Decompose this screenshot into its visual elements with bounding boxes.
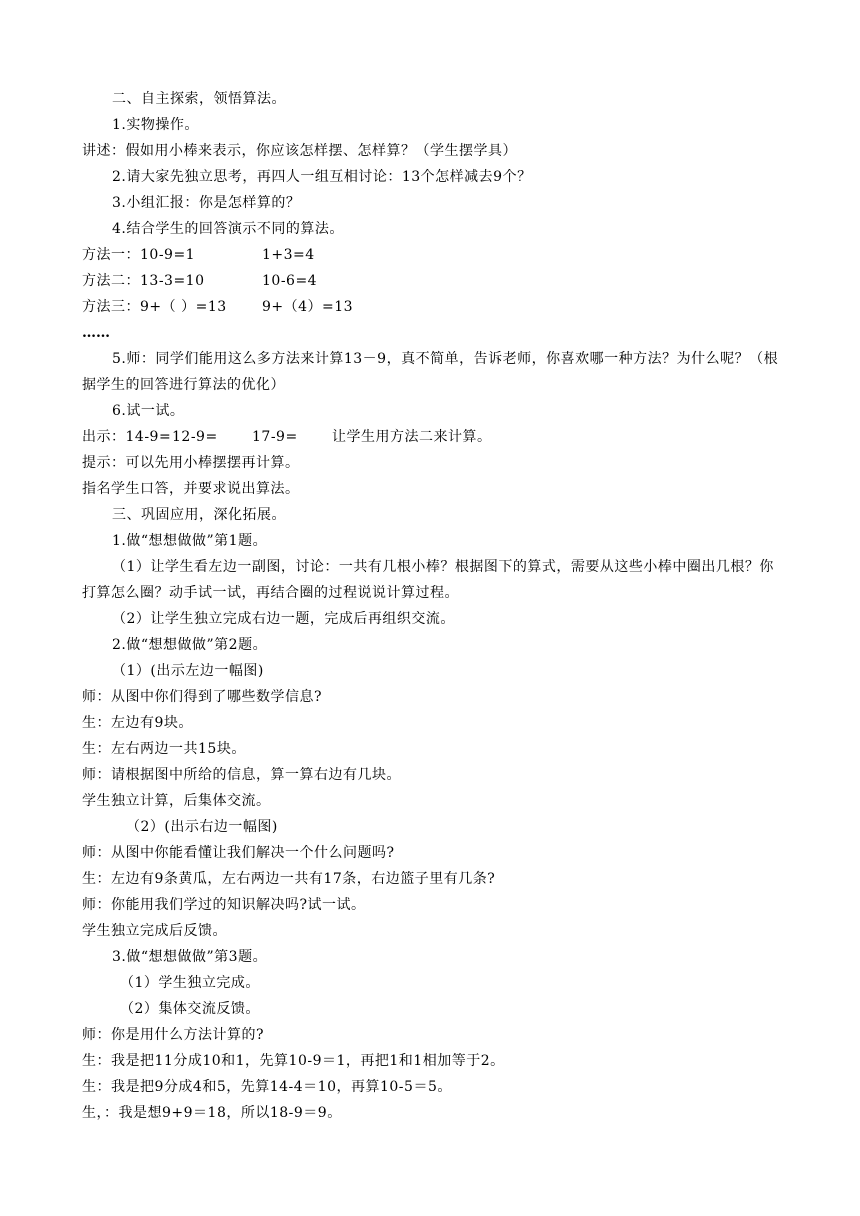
step-1: 1.实物操作。 xyxy=(112,117,199,133)
dialog-line: 生：左右两边一共15块。 xyxy=(82,741,246,757)
exercise-row xyxy=(82,424,782,450)
dialog-line: 学生独立完成后反馈。 xyxy=(82,923,227,939)
exercise-1-part-1-text: （1）让学生看左边一副图，讨论：一共有几根小棒？根据图下的算式，需要从这些小棒中圈出几根？你打算怎么圈？动手试一试，再结合圈的过程说说计算过程。 xyxy=(82,559,774,601)
exercise-3-item: （2）集体交流反馈。 xyxy=(120,1001,260,1017)
method-row-3 xyxy=(82,294,782,320)
dialog-line: 师：从图中你们得到了哪些数学信息? xyxy=(82,689,323,705)
exercise-3-item: （1）学生独立完成。 xyxy=(120,975,260,991)
dialog-line: 学生独立计算，后集体交流。 xyxy=(82,793,271,809)
dialog-line: 生：左边有9条黄瓜，左右两边一共有17条，右边篮子里有几条? xyxy=(82,871,496,887)
step-4: 4.结合学生的回答演示不同的算法。 xyxy=(112,221,344,237)
method-value: 1+3=4 xyxy=(262,247,315,263)
method-row-1 xyxy=(82,242,782,268)
ellipsis: …… xyxy=(82,325,110,341)
method-value: 10-6=4 xyxy=(262,273,318,289)
section-heading-2: 二、自主探索，领悟算法。 xyxy=(112,91,286,107)
narration: 讲述：假如用小棒来表示，你应该怎样摆、怎样算？（学生摆学具） xyxy=(82,143,517,159)
method-label: 方法一：10-9=1 xyxy=(82,247,196,263)
exercise-2-part-2: （2）(出示右边一幅图) xyxy=(126,819,278,835)
dialog-line: 生：我是把9分成4和5，先算14-4＝10，再算10-5＝5。 xyxy=(82,1079,452,1095)
exercise-1-part-1 xyxy=(82,554,782,606)
method-value: 9+（4）=13 xyxy=(262,299,354,315)
instruction: 指名学生口答，并要求说出算法。 xyxy=(82,481,300,497)
dialog-line: 师：你是用什么方法计算的? xyxy=(82,1027,265,1043)
step-2: 2.请大家先独立思考，再四人一组互相讨论：13个怎样减去9个？ xyxy=(112,169,532,185)
step-6: 6.试一试。 xyxy=(112,403,185,419)
method-label: 方法二：13-3=10 xyxy=(82,273,205,289)
dialog-line: 师：从图中你能看懂让我们解决一个什么问题吗? xyxy=(82,845,395,861)
exercise-c: 17-9= xyxy=(252,429,298,445)
exercise-note: 让学生用方法二来计算。 xyxy=(332,429,492,445)
dialog-line: 生：我是把11分成10和1，先算10-9＝1，再把1和1相加等于2。 xyxy=(82,1053,505,1069)
method-row-2 xyxy=(82,268,782,294)
document-body xyxy=(82,86,782,1126)
step-3: 3.小组汇报：你是怎样算的？ xyxy=(112,195,301,211)
method-label: 方法三：9+（ ）=13 xyxy=(82,299,227,315)
dialog-line: 师：请根据图中所给的信息，算一算右边有几块。 xyxy=(82,767,401,783)
step-5 xyxy=(82,346,782,398)
dialog-line: 生：左边有9块。 xyxy=(82,715,193,731)
exercise-3-title: 3.做“想想做做”第3题。 xyxy=(112,949,268,965)
exercise-1-title: 1.做“想想做做”第1题。 xyxy=(112,533,268,549)
dialog-line: 师：你能用我们学过的知识解决吗?试一试。 xyxy=(82,897,366,913)
exercise-2-part-1: （1）(出示左边一幅图) xyxy=(112,663,264,679)
exercise-a: 出示：14-9= xyxy=(82,429,172,445)
dialog-line: 生，：我是想9+9＝18，所以18-9＝9。 xyxy=(82,1105,342,1121)
section-heading-3: 三、巩固应用，深化拓展。 xyxy=(112,507,286,523)
exercise-1-part-2: （2）让学生独立完成右边一题，完成后再组织交流。 xyxy=(112,611,455,627)
exercise-b: 12-9= xyxy=(172,429,218,445)
step-5-text: 5.师：同学们能用这么多方法来计算13－9，真不简单，告诉老师，你喜欢哪一种方法？为什么呢？（根据学生的回答进行算法的优化） xyxy=(82,351,779,393)
hint: 提示：可以先用小棒摆摆再计算。 xyxy=(82,455,300,471)
exercise-2-title: 2.做“想想做做”第2题。 xyxy=(112,637,268,653)
